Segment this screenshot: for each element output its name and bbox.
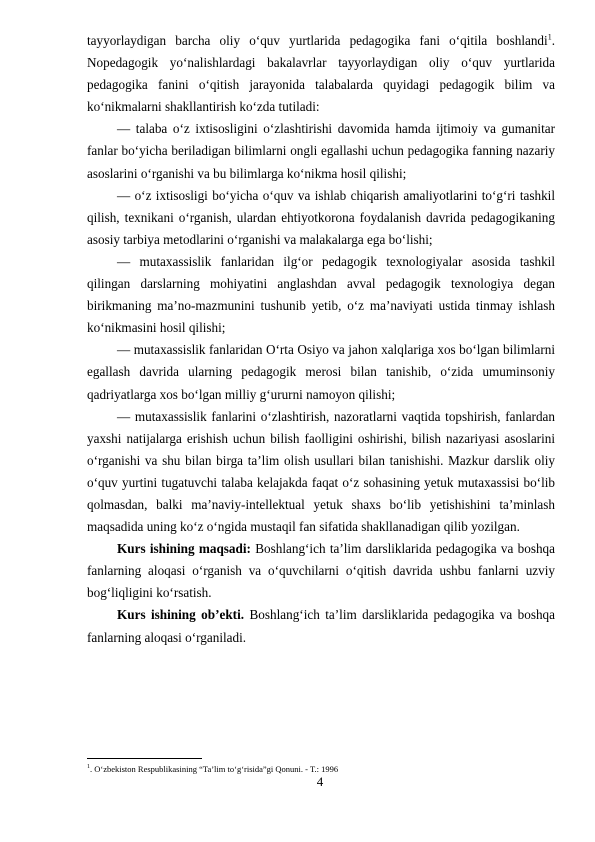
paragraph-text: tayyorlaydigan barcha oliy o‘quv yurtlarida pedagogika fani o‘qitila boshlandi (87, 33, 548, 48)
footnote-separator (87, 758, 202, 759)
paragraph-course-object (87, 604, 555, 648)
list-item-3: — mutaxassislik fanlaridan ilg‘or pedagogik texnologiyalar asosida tashkil qilingan darslarning mohiyatini anglashdan avval pedagogik texnologiya degan birikmaning ma’no-mazmunini tushunib yetib, o‘z ma’naviyati ustida tinmay ishlash ko‘nikmasini hosil qilishi; (87, 253, 555, 336)
footnote-text: . O‘zbekiston Respublikasining “Ta’lim to‘g‘risida”gi Qonuni. - T.: 1996 (90, 763, 339, 774)
list-item-1: — talaba o‘z ixtisosligini o‘zlashtirishi davomida hamda ijtimoiy va gumanitar fanlar bo‘yicha beriladigan bilimlarni ongli egallashi uchun pedagogika fanning nazariy asoslarini o‘rganishi va bu bilimlarga ko‘nikma hosil qilishi; (87, 121, 555, 181)
course-goal-text: Boshlang‘ich ta’lim darsliklarida pedagogika va boshqa fanlarning aloqasi o‘rganish va o‘quvchilarni o‘qitish davrida ushbu fanlarni uzviy bog‘liqligini ko‘rsatish. (87, 541, 556, 601)
paragraph-course-goal (87, 538, 555, 604)
footnote-mark: 1 (87, 764, 90, 770)
list-item-4: — mutaxassislik fanlaridan O‘rta Osiyo va jahon xalqlariga xos bo‘lgan bilimlarni egallash davrida ularning pedagogik merosi bilan tanishib, o‘zida umuminsoniy qadriyatlarga xos bo‘lgan milliy g‘ururni namoyon qilishi; (87, 342, 555, 402)
paragraph-text-tail: . Nopedagogik yo‘nalishlardagi bakalavrlar tayyorlaydigan oliy o‘quv yurtlarida pedagogika fanini o‘qitish jarayonida talabalarda quyidagi pedagogik bilim va ko‘nikmalarni shakllantirish ko‘zda tutiladi: (87, 33, 555, 115)
course-object-heading: Kurs ishining ob’ekti. (117, 607, 245, 623)
page-number: 4 (316, 774, 324, 789)
list-item-2: — o‘z ixtisosligi bo‘yicha o‘quv va ishlab chiqarish amaliyotlarini to‘g‘ri tashkil qilish, texnikani o‘rganish, ulardan ehtiyotkorona foydalanish davrida pedagogikaning asosiy tarbiya metodlarini o‘rganishi va malakalarga ega bo‘lishi; (87, 187, 555, 247)
list-item-5: — mutaxassislik fanlarini o‘zlashtirish, nazoratlarni vaqtida topshirish, fanlardan yaxshi natijalarga erishish uchun bilish faolligini oshirishi, bilish nazariyasi asoslarini o‘rganishi va shu bilan birga ta’lim olish usullari bilan tanishishi. Mazkur darslik oliy o‘quv yurtini tugatuvchi talaba kelajakda faqat o‘z sohasining yetuk mutaxassisi bo‘lib qolmasdan, balki ma’naviy-intellektual yetuk shaxs bo‘lib yetishishini ta’minlash maqsadida uning ko‘z o‘ngida mustaqil fan sifatida shakllanadigan qilib yozilgan. (87, 408, 555, 535)
paragraph-intro (87, 30, 555, 118)
footnote-reference[interactable]: 1 (547, 32, 552, 42)
document-body (87, 30, 555, 649)
course-object-text: Boshlang‘ich ta’lim darsliklarida pedagogika va boshqa fanlarning aloqasi o‘rganiladi. (87, 607, 555, 645)
footnote (87, 762, 555, 775)
course-goal-heading: Kurs ishining maqsadi: (117, 541, 251, 557)
